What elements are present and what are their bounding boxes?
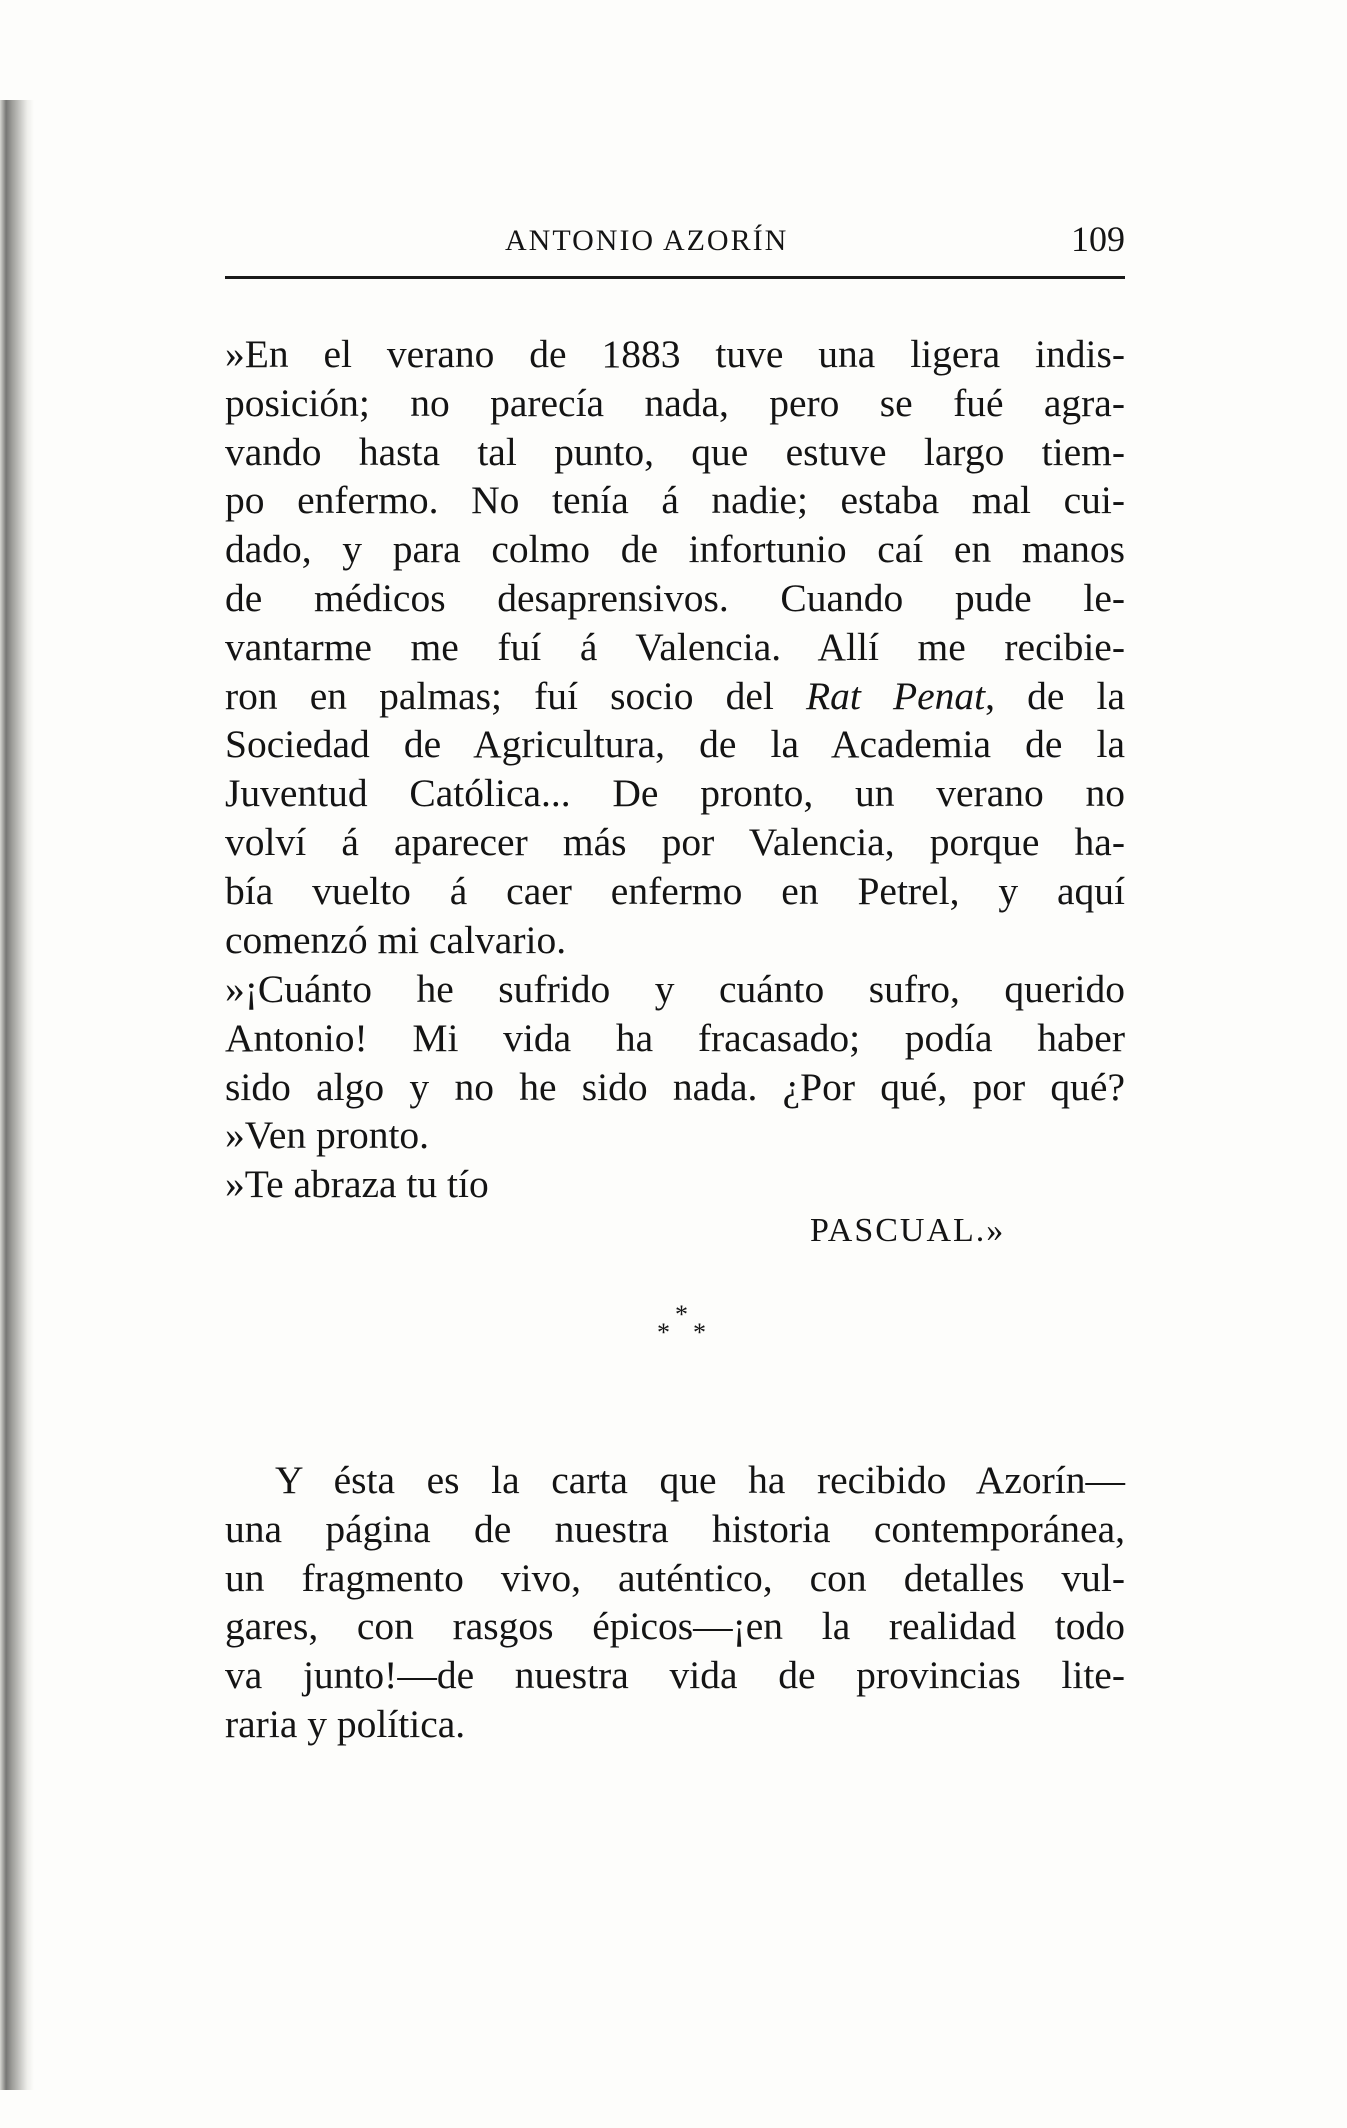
italic-society-name: Rat Penat	[805, 673, 986, 718]
asterisk-glyph: *	[657, 1318, 670, 1347]
text-line: va junto!—de nuestra vida de provincias lite-	[225, 1653, 1125, 1698]
text-segment: , de la	[985, 673, 1125, 718]
text-line: gares, con rasgos épicos—¡en la realidad todo	[225, 1604, 1125, 1649]
text-line: Sociedad de Agricultura, de la Academia de la	[225, 722, 1125, 767]
text-line: bía vuelto á caer enfermo en Petrel, y aquí	[225, 868, 1125, 913]
text-line: »En el verano de 1883 tuve una ligera indis-	[225, 332, 1125, 376]
text-line: comenzó mi calvario.	[225, 917, 567, 962]
asterisk-glyph: *	[693, 1318, 706, 1347]
text-line: vando hasta tal punto, que estuve largo tiem-	[225, 429, 1125, 474]
paragraph-narration	[225, 1456, 1125, 1749]
page-binding-edge	[0, 100, 34, 2090]
text-line: Y ésta es la carta que ha recibido Azorín—	[275, 1458, 1125, 1502]
text-line: »Te abraza tu tío	[225, 1162, 489, 1206]
text-line: posición; no parecía nada, pero se fué agra-	[225, 380, 1125, 425]
text-line: po enfermo. No tenía á nadie; estaba mal cui-	[225, 478, 1125, 523]
header-rule	[225, 276, 1125, 279]
text-line: Juventud Católica... De pronto, un verano no	[225, 771, 1125, 816]
paragraph-closing	[225, 1111, 1125, 1160]
asterisk-glyph: *	[675, 1300, 688, 1329]
running-head	[225, 218, 1125, 268]
text-line: dado, y para colmo de infortunio caí en manos	[225, 527, 1125, 572]
text-line: »Ven pronto.	[225, 1113, 430, 1157]
asterism-divider	[645, 1300, 725, 1360]
text-line: volví á aparecer más por Valencia, porque ha-	[225, 819, 1125, 864]
running-title: ANTONIO AZORÍN	[505, 224, 789, 257]
text-line: raria y política.	[225, 1701, 466, 1746]
text-line: una página de nuestra historia contemporánea,	[225, 1506, 1125, 1551]
letter-signature: PASCUAL.»	[810, 1212, 1006, 1249]
paragraph-letter-part2	[225, 965, 1125, 1111]
paragraph-letter-part1	[225, 330, 1125, 964]
text-line-with-italic	[225, 672, 1125, 721]
text-line: de médicos desaprensivos. Cuando pude le-	[225, 575, 1125, 620]
text-segment: ron en palmas; fuí socio del	[225, 673, 806, 718]
text-line: »¡Cuánto he sufrido y cuánto sufro, querido	[225, 967, 1125, 1011]
text-line: un fragmento vivo, auténtico, con detalles vul-	[225, 1555, 1125, 1600]
text-line: vantarme me fuí á Valencia. Allí me recibie-	[225, 624, 1125, 669]
text-line: sido algo y no he sido nada. ¿Por qué, por qué?	[225, 1064, 1125, 1109]
text-line: Antonio! Mi vida ha fracasado; podía haber	[225, 1015, 1125, 1060]
paragraph-farewell	[225, 1160, 1125, 1209]
page-number: 109	[1071, 219, 1125, 259]
